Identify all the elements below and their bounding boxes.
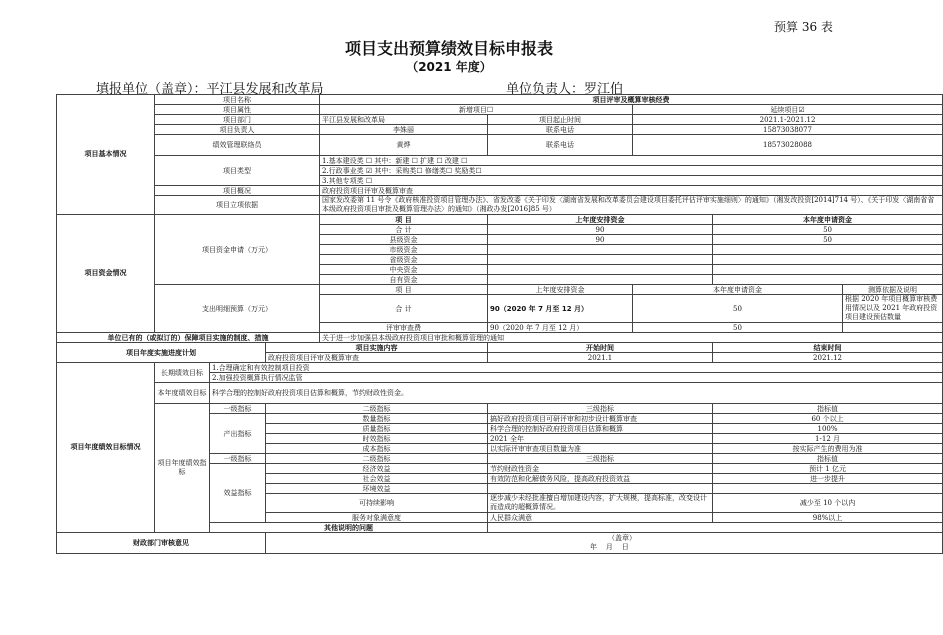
schedule-end: 2021.12 [713,353,943,363]
type-label: 项目类型 [155,156,320,186]
fund-row-last: 90 [488,235,713,245]
output-val: 60 个以上 [713,414,943,424]
project-name-label: 项目名称 [155,95,320,105]
benefit-l3: 节约财政性资金 [488,464,713,474]
perf-phone: 18573028088 [633,135,943,156]
system-label: 单位已有的（或拟订的）保障项目实施的制度、措施 [57,333,320,343]
fund-row-this [713,245,943,255]
overview-value: 政府投资项目评审及概算审查 [320,186,943,196]
schedule-col-end: 结束时间 [713,343,943,353]
output-val: 按实际产生的费用为准 [713,444,943,454]
fund-row-name: 县级资金 [320,235,488,245]
owner-value: 李姝丽 [320,125,488,135]
project-name-value: 项目评审及概算审核经费 [320,95,943,105]
fund-apply-label: 项目资金申请（万元） [155,215,320,285]
benefit-val: 进一步提升 [713,474,943,484]
fund-col-this: 本年度申请资金 [713,215,943,225]
detail-total-this: 50 [633,295,843,323]
basis-label: 项目立项依据 [155,196,320,215]
fund-row-this: 50 [713,235,943,245]
fund-row-last: 90 [488,225,713,235]
type-line-3: 3.其他专项类 ☐ [320,176,943,186]
perf-phone-label: 联系电话 [488,135,633,156]
long-term-value-2: 2.加强投资概算执行情况监管 [210,373,943,383]
attr-continue-checkbox: 延续项目☑ [633,105,943,115]
output-l3: 以实际评审审查项目数量为准 [488,444,713,454]
benefit-val: 减少至 10 个以内 [713,494,943,513]
annual-target-value: 科学合理的控制好政府投资项目估算和概算，节约财政性资金。 [210,383,943,404]
ind-h-l2: 二级指标 [266,404,488,414]
fund-row-last [488,245,713,255]
fund-row-this: 50 [713,225,943,235]
budget-form-table [56,94,943,554]
year-subtitle: （2021 年度） [406,60,492,74]
benefit-l2: 经济效益 [266,464,488,474]
other-issues-value [488,523,943,533]
ind-h-val-2: 指标值 [713,454,943,464]
section-funds: 项目资金情况 [57,215,155,333]
benefit-indicator-label: 效益指标 [210,464,266,523]
ind-h-l1-2: 一级指标 [210,454,266,464]
detail-total-name: 合 计 [320,295,488,323]
form-number: 预算 36 表 [774,20,833,34]
fund-col-last: 上年度安排资金 [488,215,713,225]
detail-col-basis: 测算依据及说明 [843,285,943,295]
benefit-l2: 社会效益 [266,474,488,484]
schedule-start: 2021.1 [488,353,713,363]
detail-fee-last: 90（2020 年 7 月至 12 月） [488,323,633,333]
dept-label: 项目部门 [155,115,320,125]
ind-h-l2-2: 二级指标 [266,454,488,464]
ind-h-l3: 三级指标 [488,404,713,414]
attr-new-checkbox: 新增项目☐ [320,105,633,115]
period-value: 2021.1-2021.12 [633,115,943,125]
output-l2: 成本指标 [266,444,488,454]
owner-phone-label: 联系电话 [488,125,633,135]
output-val: 100% [713,424,943,434]
output-val: 1-12 月 [713,434,943,444]
benefit-l3 [488,484,713,494]
detail-total-basis: 根据 2020 年项目概算审核费用情况以及 2021 年政府投资项目建设预估数量 [843,295,943,323]
seal-text: （盖章） [608,534,636,542]
system-value: 关于进一步加强县本级政府投资项目审批和概算管理的通知 [320,333,943,343]
detail-col-last: 上年度安排资金 [488,285,633,295]
benefit-l3: 逐步减少未经批准擅自增加建设内容，扩大规模，提高标准，改变设计而造成的超概算情况。 [488,494,713,513]
fund-row-name: 中央资金 [320,265,488,275]
overview-label: 项目概况 [155,186,320,196]
fund-row-this [713,255,943,265]
date-text: 年 月 日 [590,543,629,551]
section-basic-info: 项目基本情况 [57,95,155,215]
unit-head: 单位负责人：罗江伯 [506,82,624,97]
detail-total-last: 90（2020 年 7 月至 12 月） [488,295,633,323]
output-l3: 2021 全年 [488,434,713,444]
annual-target-label: 本年度绩效目标 [155,383,210,404]
fund-row-last [488,265,713,275]
fill-unit: 填报单位（盖章）：平江县发展和改革局 [96,82,324,97]
fund-row-name: 自有资金 [320,275,488,285]
output-l2: 时效指标 [266,434,488,444]
detail-col-this: 本年度申请资金 [633,285,843,295]
basis-value: 国家发改委第 11 号令《政府核准投资项目管理办法》、省发改委《关于印发〈湖南省发展和改革委员会建设项目委托评估评审实施细则〉的通知》（湘发改投资[2014]714 号）、《关于印发〈湖南省省本级政府投资项目审批及概算管理办法〉的通知》（湘政办发[2016]85 号） [320,196,943,215]
schedule-col-start: 开始时间 [488,343,713,353]
benefit-l2: 可持续影响 [266,494,488,513]
owner-label: 项目负责人 [155,125,320,135]
indicator-label: 项目年度绩效指标 [155,404,210,533]
other-issues-label: 其他说明的问题 [210,523,488,533]
benefit-l3: 有效防范和化解债务风险，提高政府投资效益 [488,474,713,484]
project-attr-label: 项目属性 [155,105,320,115]
type-line-2: 2.行政事业类 ☑ 其中：采购类☐ 修缮类☐ 奖励类☐ [320,166,943,176]
schedule-label: 项目年度实施进度计划 [57,343,266,363]
benefit-l2: 环境效益 [266,484,488,494]
satisfaction-l2: 服务对象满意度 [266,513,488,523]
page-title: 项目支出预算绩效目标申报表 [344,39,553,58]
owner-phone: 15873038077 [633,125,943,135]
type-line-1: 1.基本建设类 ☐ 其中：新建 ☐ 扩建 ☐ 改建 ☐ [320,156,943,166]
fund-row-last [488,255,713,265]
detail-fee-name: 评审审查费 [320,323,488,333]
detail-budget-label: 支出明细预算（万元） [155,285,320,333]
fund-col-item: 项 目 [320,215,488,225]
finance-review-label: 财政部门审核意见 [57,533,266,554]
detail-fee-basis [843,323,943,333]
ind-h-val: 指标值 [713,404,943,414]
output-indicator-label: 产出指标 [210,414,266,454]
satisfaction-l3: 人民群众满意 [488,513,713,523]
fund-row-this [713,275,943,285]
detail-col-item: 项 目 [320,285,488,295]
finance-review-value [266,533,943,554]
ind-h-l1: 一级指标 [210,404,266,414]
output-l3: 搞好政府投资项目可研评审和初步设计概算审查 [488,414,713,424]
benefit-val [713,484,943,494]
detail-fee-this: 50 [633,323,843,333]
section-performance: 项目年度绩效目标情况 [57,363,155,533]
perf-contact-value: 黄烨 [320,135,488,156]
output-l2: 数量指标 [266,414,488,424]
benefit-val: 预计 1 亿元 [713,464,943,474]
output-l3: 科学合理的控制好政府投资项目估算和概算 [488,424,713,434]
satisfaction-val: 98%以上 [713,513,943,523]
schedule-content: 政府投资项目评审及概算审查 [266,353,488,363]
period-label: 项目起止时间 [488,115,633,125]
fund-row-name: 市级资金 [320,245,488,255]
fund-row-this [713,265,943,275]
long-term-value-1: 1.合理确定和有效控制项目投资 [210,363,943,373]
long-term-label: 长期绩效目标 [155,363,210,383]
ind-h-l3-2: 三级指标 [488,454,713,464]
schedule-col-content: 项目实施内容 [266,343,488,353]
fund-row-last [488,275,713,285]
fund-row-name: 合 计 [320,225,488,235]
output-l2: 质量指标 [266,424,488,434]
dept-value: 平江县发展和改革局 [320,115,488,125]
perf-contact-label: 绩效管理联络员 [155,135,320,156]
fund-row-name: 省级资金 [320,255,488,265]
